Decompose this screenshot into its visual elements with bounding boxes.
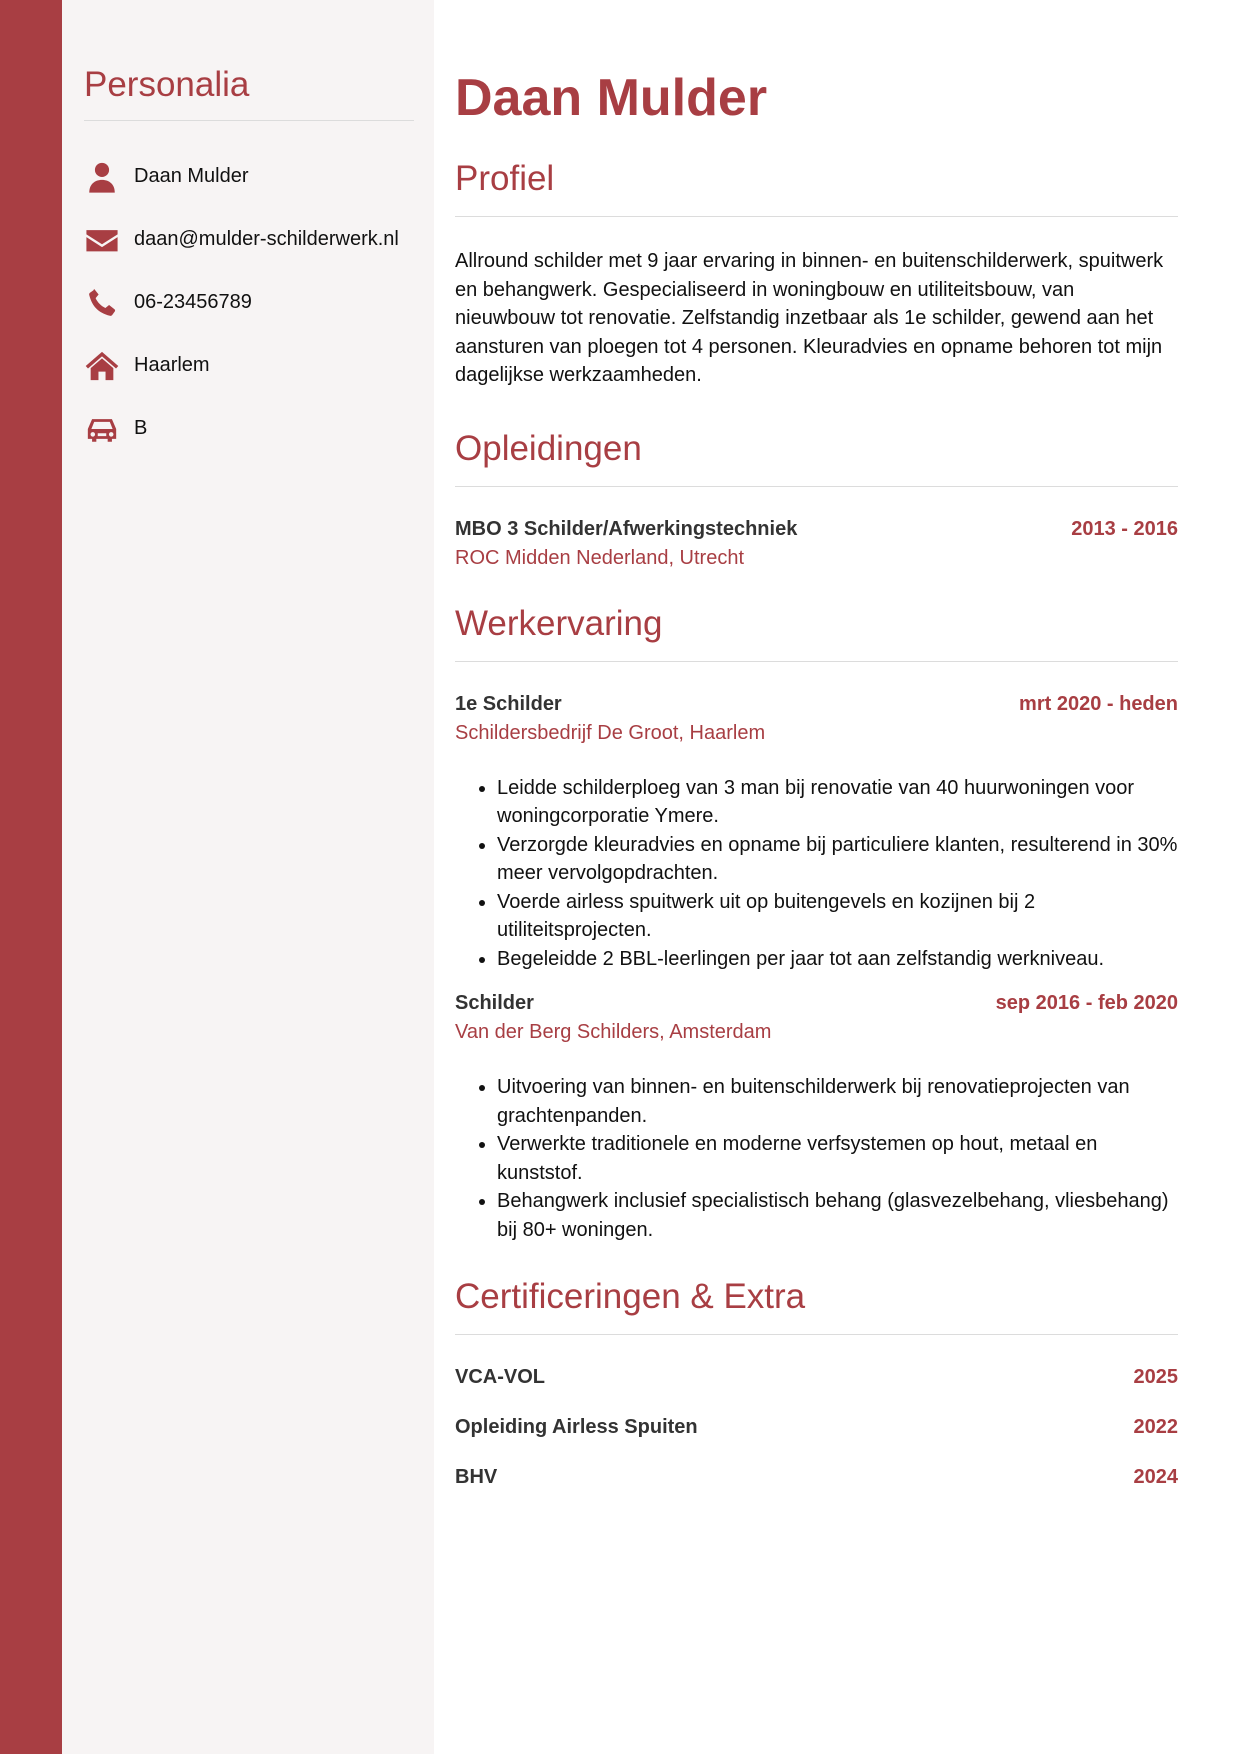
contact-email-text[interactable]: daan@mulder-schilderwerk.nl: [134, 228, 399, 250]
experience-section: [455, 601, 1178, 1245]
certification-row: [455, 1363, 1178, 1391]
section-divider: [455, 1334, 1178, 1335]
contact-email: [84, 208, 414, 271]
certification-year: 2025: [1133, 1366, 1178, 1388]
sidebar-divider: [84, 120, 414, 121]
contact-location-text: Haarlem: [134, 354, 210, 376]
main-content: [455, 62, 1178, 1491]
certification-row: [455, 1463, 1178, 1491]
profile-section: [455, 156, 1178, 390]
contact-phone: [84, 271, 414, 334]
job-role: Schilder: [455, 992, 534, 1014]
certification-name: VCA-VOL: [455, 1366, 545, 1388]
contact-license-text: B: [134, 417, 148, 439]
section-divider: [455, 661, 1178, 662]
certification-name: BHV: [455, 1466, 498, 1488]
certifications-section: [455, 1274, 1178, 1491]
list-item: • Verwerkte traditionele en moderne verfsystemen op hout, metaal en kunststof.: [497, 1130, 1178, 1187]
car-icon: [84, 411, 120, 447]
job-role: 1e Schilder: [455, 692, 562, 715]
list-item: • Voerde airless spuitwerk uit op buitengevels en kozijnen bij 2 utiliteitsprojecten.: [497, 888, 1178, 945]
education-school: ROC Midden Nederland, Utrecht: [455, 546, 745, 569]
candidate-name: Daan Mulder: [455, 69, 768, 127]
person-icon: [84, 159, 120, 195]
list-item: • Behangwerk inclusief specialistisch behang (glasvezelbehang, vliesbehang) bij 80+ woningen.: [497, 1187, 1178, 1244]
certification-year: 2024: [1133, 1466, 1178, 1488]
education-heading: Opleidingen: [455, 428, 642, 468]
contact-name: [84, 145, 414, 208]
job-company: Van der Berg Schilders, Amsterdam: [455, 1021, 772, 1043]
certification-year: 2022: [1133, 1416, 1178, 1438]
list-item: • Begeleidde 2 BBL-leerlingen per jaar tot aan zelfstandig werkniveau.: [497, 945, 1178, 974]
accent-stripe: [0, 0, 62, 1754]
list-item: • Leidde schilderploeg van 3 man bij renovatie van 40 huurwoningen voor woningcorporatie Ymere.: [497, 774, 1178, 831]
phone-icon: [84, 285, 120, 321]
job-company: Schildersbedrijf De Groot, Haarlem: [455, 721, 766, 744]
envelope-icon: [84, 222, 120, 258]
profile-text: Allround schilder met 9 jaar ervaring in binnen- en buitenschilderwerk, spuitwerk en behangwerk. Gespecialiseerd in woningbouw en utiliteitsbouw, van nieuwbouw tot renovatie. Zelfstandig inzetbaar als 1e schilder, gewend aan het aansturen van ploegen tot 4 personen. Kleuradvies en opname behoren tot mijn dagelijkse werkzaamheden.: [455, 250, 1164, 386]
section-divider: [455, 486, 1178, 487]
job-period: mrt 2020 - heden: [1019, 692, 1178, 715]
job-bullets: [455, 774, 1178, 974]
section-divider: [455, 216, 1178, 217]
certification-row: [455, 1413, 1178, 1441]
education-degree: MBO 3 Schilder/Afwerkingstechniek: [455, 517, 798, 540]
certifications-heading: Certificeringen & Extra: [455, 1277, 806, 1316]
contact-list: [84, 145, 414, 460]
job-bullets: [455, 1073, 1178, 1244]
home-icon: [84, 348, 120, 384]
list-item: • Verzorgde kleuradvies en opname bij particuliere klanten, resulterend in 30% meer vervolgopdrachten.: [497, 831, 1178, 888]
education-period: 2013 - 2016: [1071, 517, 1178, 540]
contact-location: [84, 334, 414, 397]
education-section: [455, 426, 1178, 573]
contact-phone-text[interactable]: 06-23456789: [134, 291, 252, 313]
job-period: sep 2016 - feb 2020: [995, 992, 1178, 1014]
contact-license: [84, 397, 414, 460]
sidebar-title: Personalia: [84, 65, 250, 104]
experience-entry: [455, 690, 1178, 974]
list-item: • Uitvoering van binnen- en buitenschilderwerk bij renovatieprojecten van grachtenpanden.: [497, 1073, 1178, 1130]
education-entry: [455, 515, 1178, 573]
profile-heading: Profiel: [455, 159, 555, 198]
certification-name: Opleiding Airless Spuiten: [455, 1416, 698, 1438]
personal-info-panel: [84, 62, 414, 460]
experience-heading: Werkervaring: [455, 603, 663, 643]
contact-name-text: Daan Mulder: [134, 165, 249, 187]
experience-entry: [455, 989, 1178, 1244]
